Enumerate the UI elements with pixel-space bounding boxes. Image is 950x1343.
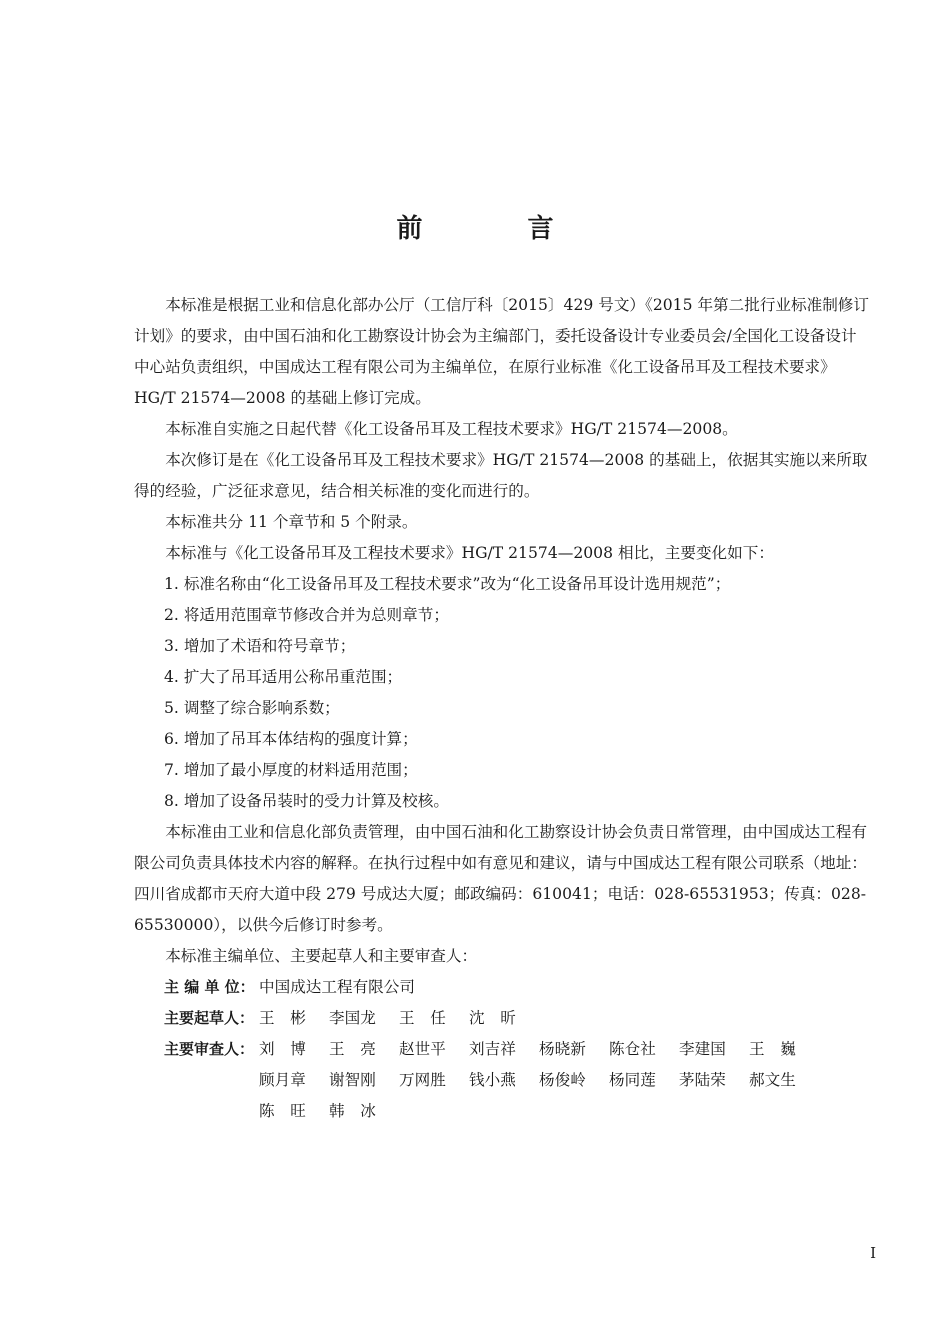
drafters-names bbox=[259, 1003, 819, 1034]
paragraph-revision: 本次修订是在《化工设备吊耳及工程技术要求》HG/T 21574—2008 的基础上，依据其实施以来所取得的经验，广泛征求意见，结合相关标准的变化而进行的。 bbox=[134, 451, 868, 500]
reviewer-name: 杨晓新 bbox=[539, 1040, 586, 1058]
change-item: 1. 标准名称由“化工设备吊耳及工程技术要求”改为“化工设备吊耳设计选用规范”； bbox=[164, 575, 731, 593]
page-title: 前 言 bbox=[396, 214, 602, 244]
change-item: 8. 增加了设备吊装时的受力计算及校核。 bbox=[164, 792, 449, 810]
reviewers-label: 主要审查人： bbox=[164, 1040, 255, 1058]
change-item: 4. 扩大了吊耳适用公称吊重范围； bbox=[164, 668, 403, 686]
reviewer-name: 王 巍 bbox=[749, 1040, 796, 1058]
reviewer-name: 钱小燕 bbox=[469, 1071, 516, 1089]
reviewers-row bbox=[134, 1034, 870, 1127]
change-item: 7. 增加了最小厚度的材料适用范围； bbox=[164, 761, 418, 779]
reviewer-name: 郝文生 bbox=[749, 1071, 796, 1089]
reviewer-name: 刘吉祥 bbox=[469, 1040, 516, 1058]
paragraph-structure: 本标准共分 11 个章节和 5 个附录。 bbox=[165, 513, 418, 531]
changes-list bbox=[134, 569, 870, 817]
paragraph-origin: 本标准是根据工业和信息化部办公厅（工信厅科〔2015〕429 号文）《2015 年第二批行业标准制修订计划》的要求，由中国石油和化工勘察设计协会为主编部门，委托设备设计专业委员会/全国化工设备设计中心站负责组织，中国成达工程有限公司为主编单位，在原行业标准《化工设备吊耳及工程技术要求》HG/T 21574—2008 的基础上修订完成。 bbox=[134, 296, 869, 407]
paragraph-changes-intro: 本标准与《化工设备吊耳及工程技术要求》HG/T 21574—2008 相比，主要变化如下： bbox=[165, 544, 774, 562]
change-item: 5. 调整了综合影响系数； bbox=[164, 699, 340, 717]
change-item: 2. 将适用范围章节修改合并为总则章节； bbox=[164, 606, 449, 624]
drafter-name: 李国龙 bbox=[329, 1009, 376, 1027]
reviewer-name: 王 亮 bbox=[329, 1040, 376, 1058]
reviewer-name: 韩 冰 bbox=[329, 1102, 376, 1120]
paragraph-replace: 本标准自实施之日起代替《化工设备吊耳及工程技术要求》HG/T 21574—2008。 bbox=[165, 420, 738, 438]
foreword-body bbox=[134, 290, 870, 1127]
reviewer-name: 茅陆荣 bbox=[679, 1071, 726, 1089]
reviewer-name: 刘 博 bbox=[259, 1040, 306, 1058]
editor-unit-label: 主 编 单 位： bbox=[164, 978, 255, 996]
reviewer-name: 顾月章 bbox=[259, 1071, 306, 1089]
paragraph-management: 本标准由工业和信息化部负责管理，由中国石油和化工勘察设计协会负责日常管理，由中国成达工程有限公司负责具体技术内容的解释。在执行过程中如有意见和建议，请与中国成达工程有限公司联系（地址：四川省成都市天府大道中段 279 号成达大厦；邮政编码：610041；电话：028-65531953；传真：028-65530000），以供今后修订时参考。 bbox=[134, 823, 867, 934]
editor-unit-name: 中国成达工程有限公司 bbox=[259, 978, 415, 996]
drafters-row bbox=[134, 1003, 870, 1034]
reviewer-name: 赵世平 bbox=[399, 1040, 446, 1058]
reviewer-name: 万网胜 bbox=[399, 1071, 446, 1089]
drafter-name: 王 任 bbox=[399, 1009, 446, 1027]
drafters-label: 主要起草人： bbox=[164, 1009, 255, 1027]
reviewer-name: 杨同莲 bbox=[609, 1071, 656, 1089]
page-number: I bbox=[870, 1244, 876, 1262]
editor-unit-row bbox=[134, 972, 870, 1003]
reviewer-name: 陈 旺 bbox=[259, 1102, 306, 1120]
change-item: 3. 增加了术语和符号章节； bbox=[164, 637, 356, 655]
change-item: 6. 增加了吊耳本体结构的强度计算； bbox=[164, 730, 418, 748]
paragraph-staff-intro: 本标准主编单位、主要起草人和主要审查人： bbox=[165, 947, 478, 965]
reviewer-name: 李建国 bbox=[679, 1040, 726, 1058]
reviewers-names bbox=[259, 1034, 819, 1127]
drafter-name: 王 彬 bbox=[259, 1009, 306, 1027]
drafter-name: 沈 昕 bbox=[469, 1009, 516, 1027]
reviewer-name: 杨俊岭 bbox=[539, 1071, 586, 1089]
reviewer-name: 谢智刚 bbox=[329, 1071, 376, 1089]
reviewer-name: 陈仓社 bbox=[609, 1040, 656, 1058]
